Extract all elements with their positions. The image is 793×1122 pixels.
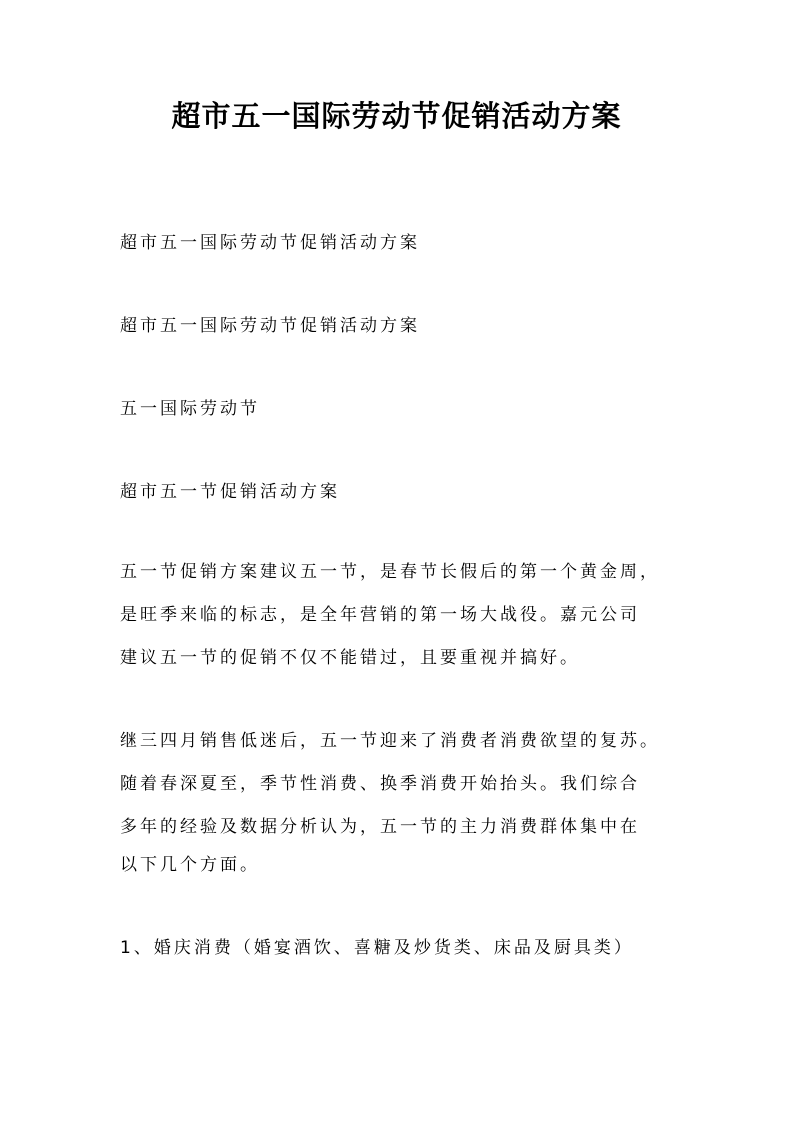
paragraph-line: 超市五一国际劳动节促销活动方案 (120, 233, 420, 253)
paragraph-line: 五一国际劳动节 (120, 399, 260, 419)
paragraph-line: 超市五一节促销活动方案 (120, 482, 340, 502)
list-item: 1、婚庆消费（婚宴酒饮、喜糖及炒货类、床品及厨具类） (120, 938, 634, 958)
paragraph-line: 随着春深夏至，季节性消费、换季消费开始抬头。我们综合 (120, 774, 640, 794)
paragraph-line: 五一节促销方案建议五一节，是春节长假后的第一个黄金周， (120, 562, 660, 582)
paragraph-line: 超市五一国际劳动节促销活动方案 (120, 316, 420, 336)
paragraph-line: 建议五一节的促销不仅不能错过，且要重视并搞好。 (120, 648, 580, 668)
paragraph-line: 以下几个方面。 (120, 855, 260, 875)
paragraph-line: 继三四月销售低迷后，五一节迎来了消费者消费欲望的复苏。 (120, 731, 660, 751)
document-title: 超市五一国际劳动节促销活动方案 (171, 99, 622, 133)
paragraph-line: 多年的经验及数据分析认为，五一节的主力消费群体集中在 (120, 817, 640, 837)
paragraph-line: 是旺季来临的标志，是全年营销的第一场大战役。嘉元公司 (120, 605, 640, 625)
